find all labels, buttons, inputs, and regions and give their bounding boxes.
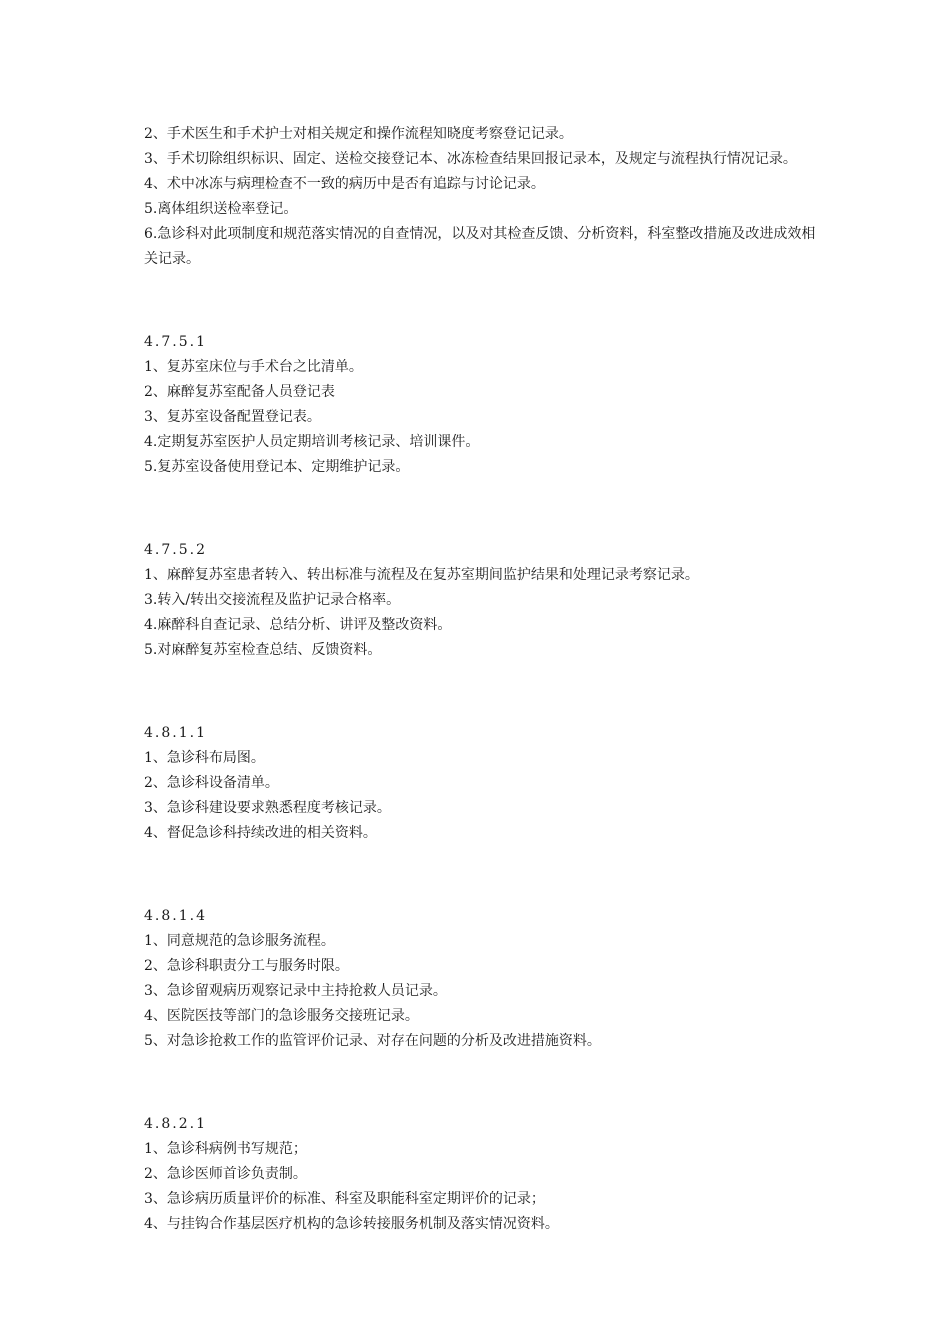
- section-gap: [144, 480, 816, 538]
- list-item: 1、同意规范的急诊服务流程。: [144, 933, 335, 949]
- list-item: 4、医院医技等部门的急诊服务交接班记录。: [144, 1008, 419, 1024]
- list-item: 3.转入/转出交接流程及监护记录合格率。: [144, 592, 401, 608]
- list-item: 4、督促急诊科持续改进的相关资料。: [144, 825, 377, 841]
- list-item: 1、麻醉复苏室患者转入、转出标准与流程及在复苏室期间监护结果和处理记录考察记录。: [144, 567, 699, 583]
- list-item: 4、与挂钩合作基层医疗机构的急诊转接服务机制及落实情况资料。: [144, 1216, 559, 1232]
- list-item: 2、急诊医师首诊负责制。: [144, 1166, 307, 1182]
- intro-item: 5.离体组织送检率登记。: [144, 201, 298, 217]
- section-gap: [144, 846, 816, 904]
- list-item: 1、急诊科布局图。: [144, 750, 265, 766]
- section-heading: 4.7.5.1: [144, 334, 207, 350]
- section-gap: [144, 272, 816, 330]
- list-item: 2、急诊科职责分工与服务时限。: [144, 958, 349, 974]
- section-4-7-5-1: [144, 330, 816, 480]
- list-item: 5.复苏室设备使用登记本、定期维护记录。: [144, 459, 410, 475]
- list-item: 3、急诊科建设要求熟悉程度考核记录。: [144, 800, 391, 816]
- intro-block: [144, 122, 816, 272]
- intro-item: 3、手术切除组织标识、固定、送检交接登记本、冰冻检查结果回报记录本，及规定与流程执行情况记录。: [144, 151, 797, 167]
- section-4-8-1-4: [144, 904, 816, 1054]
- section-gap: [144, 663, 816, 721]
- section-heading: 4.8.2.1: [144, 1116, 207, 1132]
- intro-item: 6.急诊科对此项制度和规范落实情况的自查情况，以及对其检查反馈、分析资料，科室整改措施及改进成效相关记录。: [144, 226, 816, 267]
- list-item: 3、急诊病历质量评价的标准、科室及职能科室定期评价的记录；: [144, 1191, 545, 1207]
- list-item: 1、急诊科病例书写规范；: [144, 1141, 307, 1157]
- section-4-7-5-2: [144, 538, 816, 663]
- intro-item: 4、术中冰冻与病理检查不一致的病历中是否有追踪与讨论记录。: [144, 176, 545, 192]
- document-page: [144, 122, 816, 1237]
- section-heading: 4.7.5.2: [144, 542, 207, 558]
- section-gap: [144, 1054, 816, 1112]
- list-item: 4.定期复苏室医护人员定期培训考核记录、培训课件。: [144, 434, 480, 450]
- list-item: 2、麻醉复苏室配备人员登记表: [144, 384, 335, 400]
- list-item: 3、急诊留观病历观察记录中主持抢救人员记录。: [144, 983, 447, 999]
- intro-item: 2、手术医生和手术护士对相关规定和操作流程知晓度考察登记记录。: [144, 126, 573, 142]
- list-item: 5、对急诊抢救工作的监管评价记录、对存在问题的分析及改进措施资料。: [144, 1033, 601, 1049]
- section-heading: 4.8.1.1: [144, 725, 207, 741]
- list-item: 5.对麻醉复苏室检查总结、反馈资料。: [144, 642, 382, 658]
- section-heading: 4.8.1.4: [144, 908, 207, 924]
- list-item: 2、急诊科设备清单。: [144, 775, 279, 791]
- section-4-8-2-1: [144, 1112, 816, 1237]
- list-item: 4.麻醉科自查记录、总结分析、讲评及整改资料。: [144, 617, 452, 633]
- section-4-8-1-1: [144, 721, 816, 846]
- list-item: 3、复苏室设备配置登记表。: [144, 409, 321, 425]
- list-item: 1、复苏室床位与手术台之比清单。: [144, 359, 363, 375]
